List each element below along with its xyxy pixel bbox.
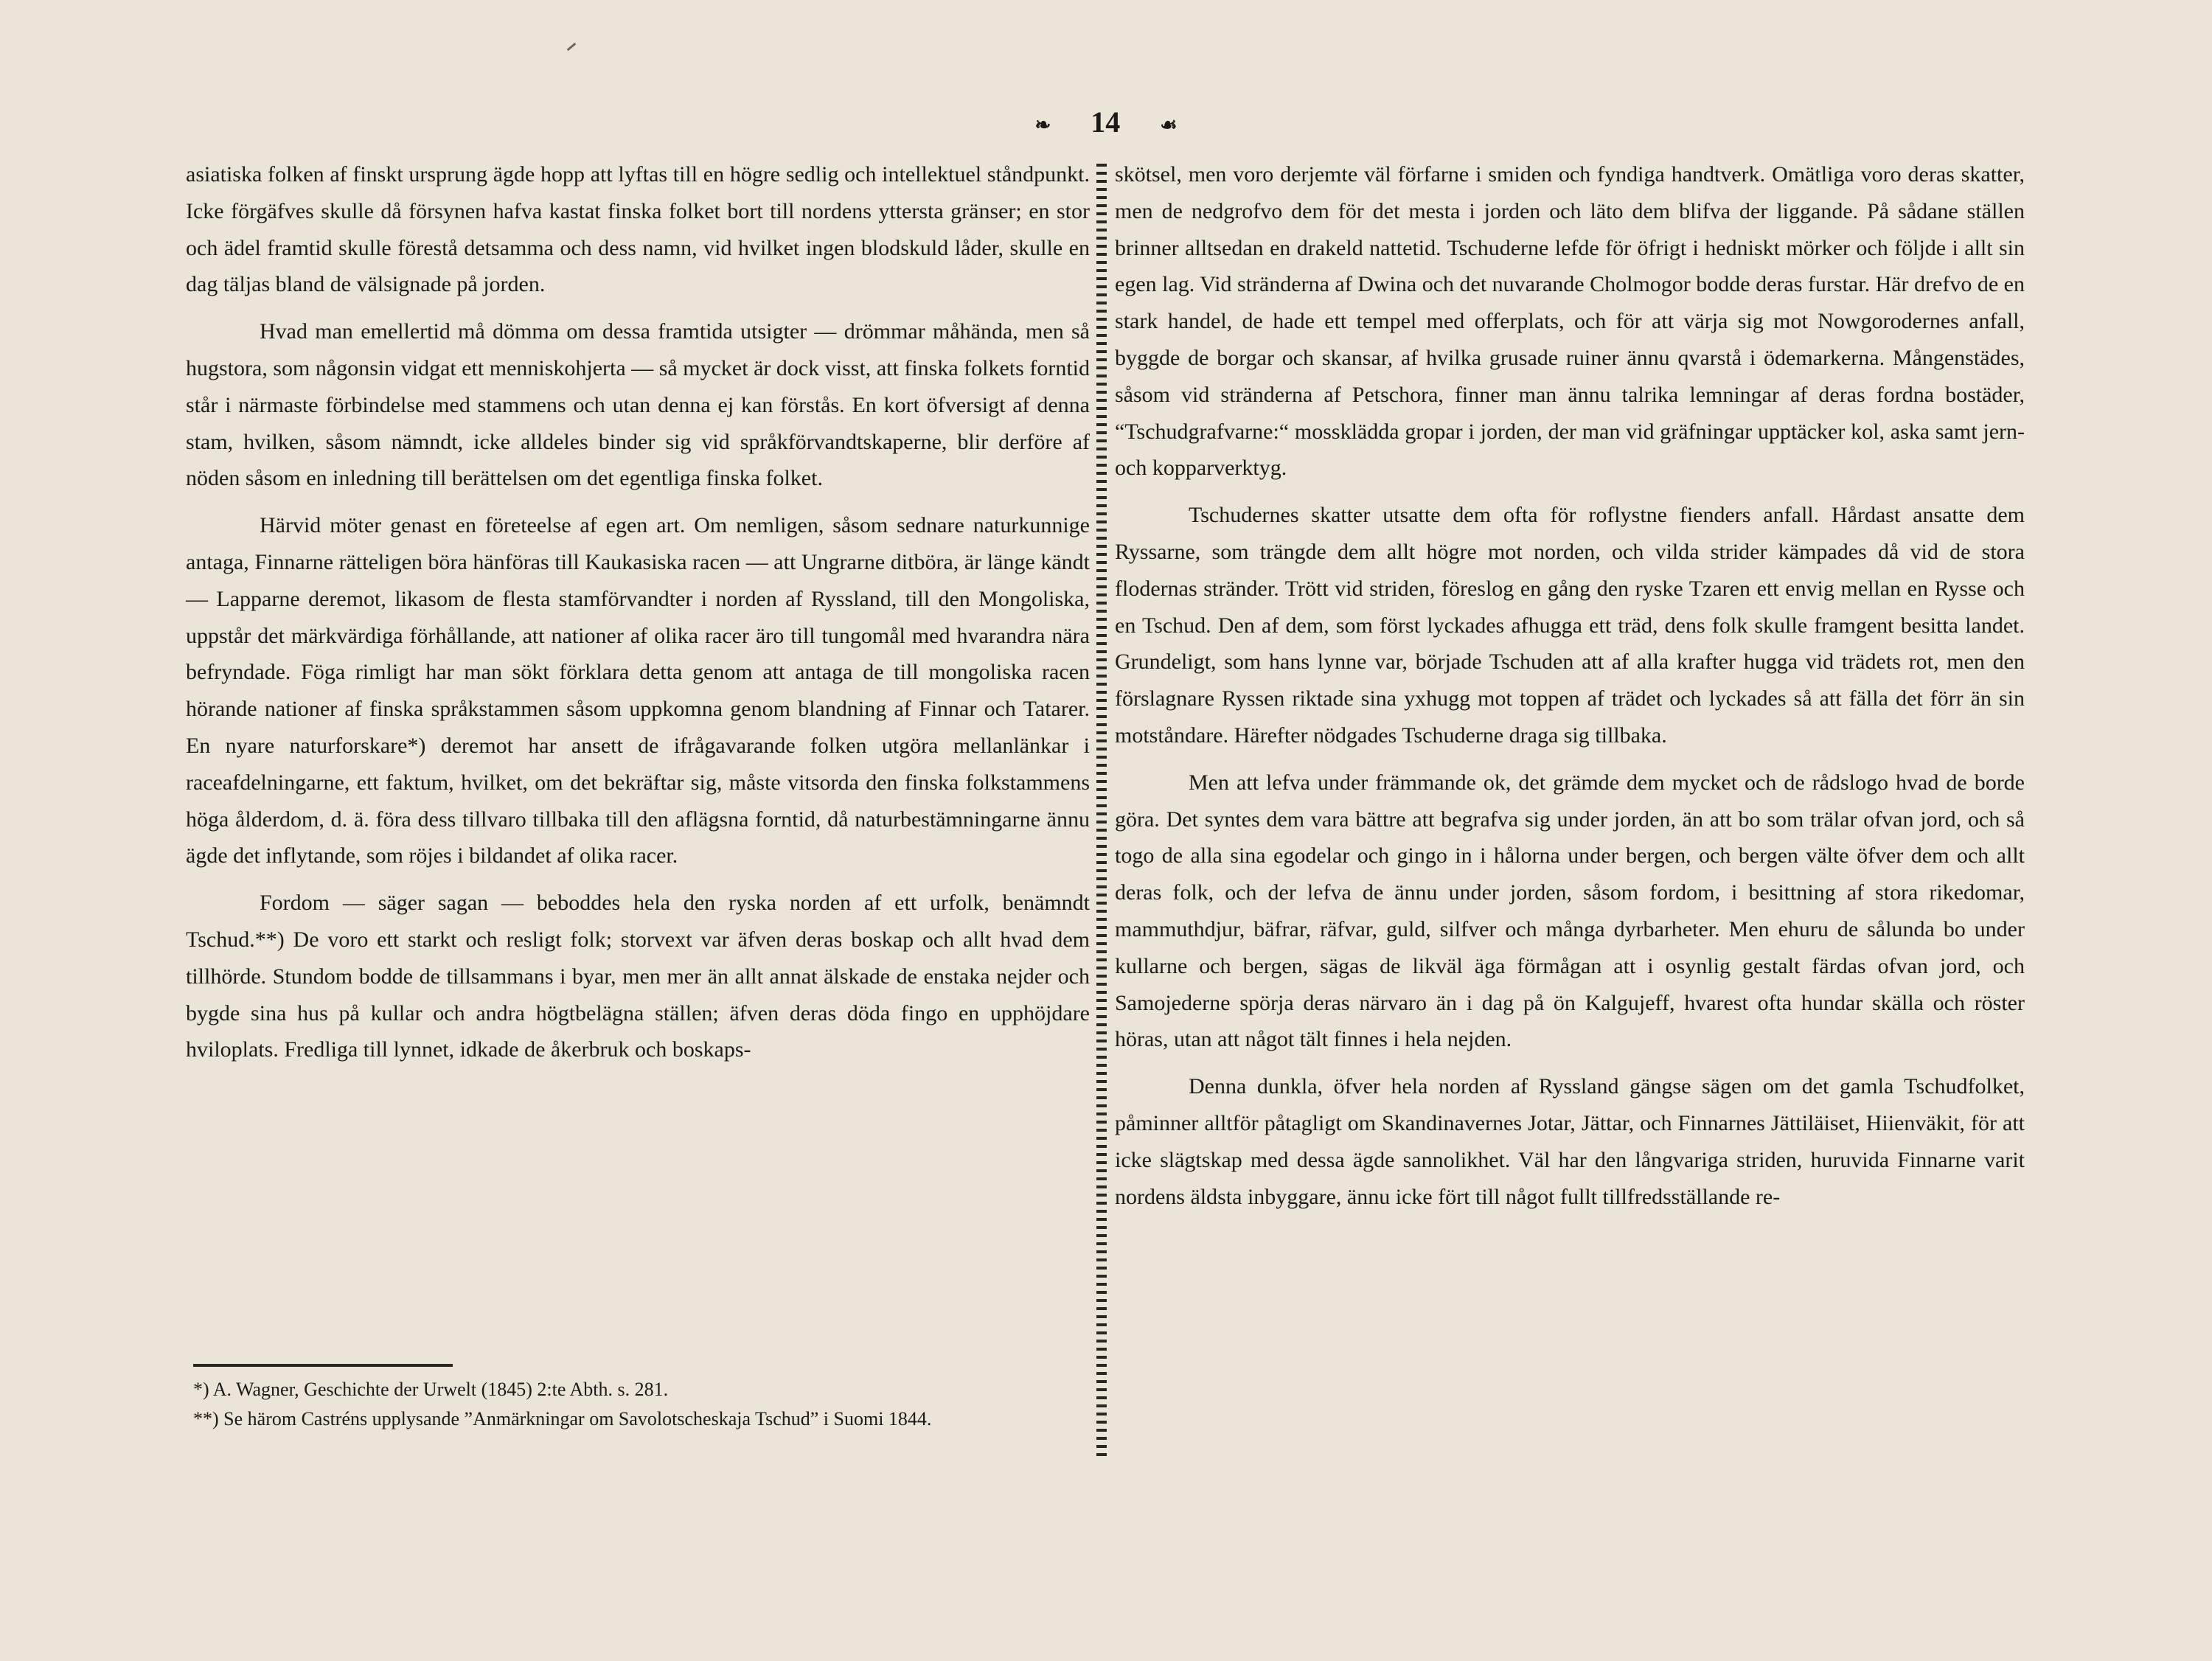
footnotes (193, 1377, 1093, 1436)
page-number: 14 (1091, 105, 1121, 139)
paragraph: Denna dunkla, öfver hela norden af Ryssland gängse sägen om det gamla Tschudfolket, påminner alltför påtagligt om Skandinavernes Jotar, Jättar, och Finnarnes Jättiläiset, Hiienväkit, för att icke slägtskap med dessa ägde sannolikhet. Väl har den långvariga striden, huruvida Finnarne varit nordens äldsta inbyggare, ännu icke fört till något fullt tillfredsställande re- (1115, 1074, 2025, 1209)
pencil-mark (567, 43, 577, 51)
page-header (959, 105, 1253, 139)
ornament-left-icon: ❧ (1034, 114, 1051, 136)
right-column (1115, 156, 2025, 1225)
column-separator (1096, 164, 1107, 1461)
footnote: *) A. Wagner, Geschichte der Urwelt (1845) 2:te Abth. s. 281. (193, 1379, 669, 1400)
paragraph: Fordom — säger sagan — beboddes hela den ryska norden af ett urfolk, benämndt Tschud.**) De voro ett starkt och resligt folk; storvext var äfven deras boskap och allt hvad dem tillhörde. Stundom bodde de tillsammans i byar, men mer än allt annat älskade de enstaka nejder och bygde sina hus på kullar och andra högtbelägna ställen; äfven deras döda fingo en upphöjdare hviloplats. Fredliga till lynnet, idkade de åkerbruk och boskaps- (186, 891, 1090, 1062)
paragraph: skötsel, men voro derjemte väl förfarne i smiden och fyndiga handtverk. Omätliga voro deras skatter, men de nedgrofvo dem för det mesta i jorden och läto dem blifva der liggande. På sådane ställen brinner alltsedan en drakeld nattetid. Tschuderne lefde för öfrigt i hedniskt mörker och följde i allt sin egen lag. Vid stränderna af Dwina och det nuvarande Cholmogor bodde deras furstar. Här drefvo de en stark handel, de hade ett tempel med offerplats, och för att värja sig mot Nowgorodernes anfall, byggde de borgar och skansar, af hvilka grusade ruiner ännu qvarstå i ödemarkerna. Mångenstädes, såsom vid stränderna af Petschora, finner man ännu talrika lemningar af deras fordna bostäder, “Tschudgrafvarne:“ mossklädda gropar i jorden, der man vid gräfningar upptäcker kol, aska samt jern- och kopparverktyg. (1115, 162, 2025, 481)
paragraph: Men att lefva under främmande ok, det grämde dem mycket och de rådslogo hvad de borde göra. Det syntes dem vara bättre att begrafva sig under jorden, än att bo som trälar ofvan jord, och så togo de alla sina egodelar och gingo in i hålorna under bergen, och bergen välte öfver dem och allt deras folk, och der lefva de ännu under jorden, såsom fordom, i besittning af stora rikedomar, mammuthdjur, bäfrar, räfvar, guld, silfver och många dyrbarheter. Men ehuru de sålunda bo under kullarne och bergen, sägas de likväl äga förmågan att i osynlig gestalt färdas ofvan jord, och Samojederne spörja deras närvaro än i dag på ön Kalgujeff, hvarest ofta hundar skälla och röster höras, utan att något tält finnes i hela nejden. (1115, 770, 2025, 1052)
footnote: **) Se härom Castréns upplysande ”Anmärkningar om Savolotscheskaja Tschud” i Suomi 1844. (193, 1408, 932, 1430)
footnote-rule (193, 1364, 453, 1367)
paragraph: Härvid möter genast en företeelse af egen art. Om nemligen, såsom sednare naturkunnige antaga, Finnarne rätteligen böra hänföras till Kaukasiska racen — att Ungrarne ditböra, är länge kändt — Lapparne deremot, likasom de flesta stamförvandter i norden af Ryssland, till den Mongoliska, uppstår det märkvärdiga förhållande, att nationer af olika racer äro till tungomål med hvarandra nära befryndade. Föga rimligt har man sökt förklara detta genom att antaga de till mongoliska racen hörande nationer af finska språkstammen såsom uppkomna genom blandning af Finnar och Tatarer. En nyare naturforskare*) deremot har ansett de ifrågavarande folken utgöra mellanlänkar i raceafdelningarne, ett faktum, hvilket, om det bekräftar sig, måste vitsorda den finska folkstammens höga ålderdom, d. ä. föra dess tillvaro tillbaka till den aflägsna forntid, då naturbestämningarne ännu ägde det inflytande, som röjes i bildandet af olika racer. (186, 513, 1090, 868)
paragraph: Hvad man emellertid må dömma om dessa framtida utsigter — drömmar måhända, men så hugstora, som någonsin vidgat ett menniskohjerta — så mycket är dock visst, att finska folkets forntid står i närmaste förbindelse med stammens och utan denna ej kan förstås. En kort öfversigt af denna stam, hvilken, såsom nämndt, icke alldeles binder sig vid språkförvandtskaperne, blir derföre af nöden såsom en inledning till berättelsen om det egentliga finska folket. (186, 319, 1090, 491)
paragraph: Tschudernes skatter utsatte dem ofta för roflystne fienders anfall. Hårdast ansatte dem Ryssarne, som trängde dem allt högre mot norden, och vilda strider kämpades då vid de stora flodernas stränder. Trött vid striden, föreslog en gång den ryske Tzaren ett envig mellan en Rysse och en Tschud. Den af dem, som först lyckades afhugga ett träd, dens folk skulle framgent besitta landet. Grundeligt, som hans lynne var, började Tschuden att af alla krafter hugga vid trädets rot, men den förslagnare Ryssen riktade sina yxhugg mot toppen af trädet och lyckades så att fälla det förr än sin motståndare. Härefter nödgades Tschuderne draga sig tillbaka. (1115, 503, 2025, 748)
left-column (186, 156, 1090, 1079)
paragraph: asiatiska folken af finskt ursprung ägde hopp att lyftas till en högre sedlig och intellektuel ståndpunkt. Icke förgäfves skulle då försynen hafva kastat finska folket bort till nordens yttersta gränser; en stor och ädel framtid skulle förestå detsamma och dess namn, vid hvilket ingen blodskuld låder, skulle en dag täljas bland de välsignade på jorden. (186, 162, 1090, 297)
ornament-right-icon: ☙ (1160, 114, 1178, 136)
